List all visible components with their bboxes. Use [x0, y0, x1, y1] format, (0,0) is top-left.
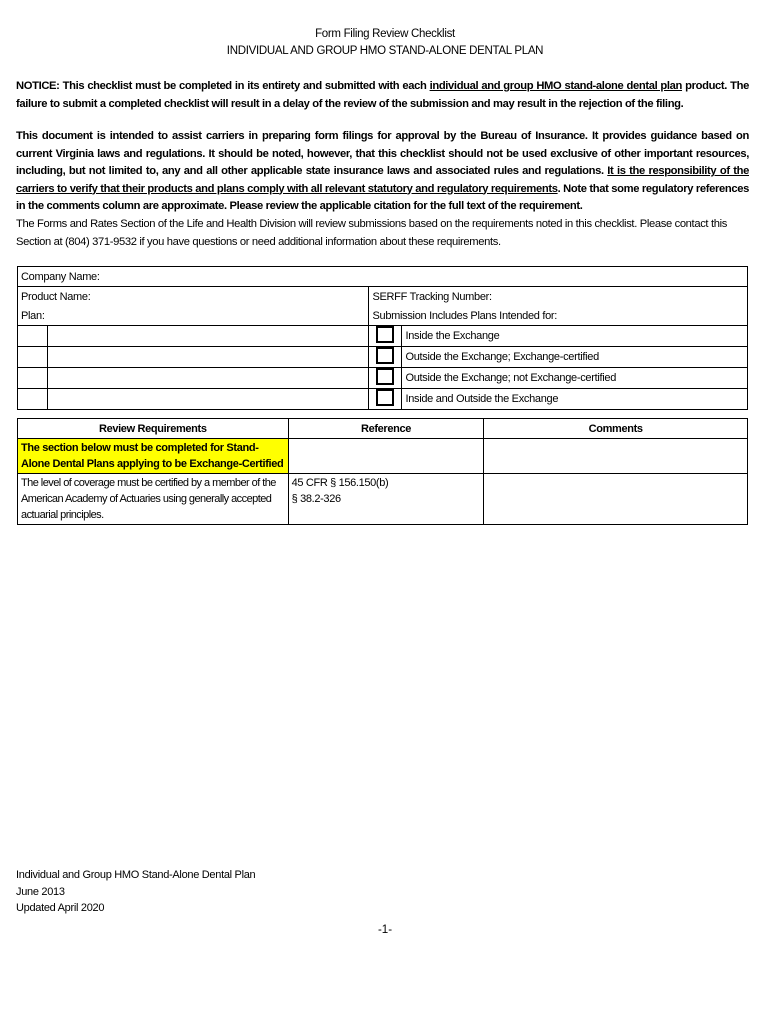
comments-header: Comments [484, 419, 748, 439]
footer-updated: Updated April 2020 [16, 902, 105, 914]
inside-outside-exchange-checkbox[interactable] [376, 389, 394, 406]
option-label: Outside the Exchange; not Exchange-certified [402, 368, 748, 389]
reference-header: Reference [288, 419, 484, 439]
serff-tracking-field[interactable]: SERFF Tracking Number: [369, 287, 748, 307]
intent-paragraph [16, 128, 749, 216]
plan-row [18, 389, 748, 410]
plan-row [18, 368, 748, 389]
plan-cell[interactable] [18, 347, 48, 368]
exchange-certified-section-note: The section below must be completed for Stand-Alone Dental Plans applying to be Exchange-Certified [18, 439, 289, 474]
plan-cell[interactable] [18, 389, 48, 410]
notice-trail: product. The failure to submit a completed checklist will result in a delay of the review of the submission and may result in the rejection of the filing. [16, 80, 749, 110]
footer-date: June 2013 [16, 885, 65, 898]
checkbox-cell[interactable] [369, 368, 402, 389]
company-info-table [17, 266, 748, 410]
plan-cell[interactable] [47, 368, 369, 389]
reference-cell [288, 474, 484, 525]
comments-cell[interactable] [484, 474, 748, 525]
review-requirements-header: Review Requirements [18, 419, 289, 439]
footer-plan-name: Individual and Group HMO Stand-Alone Dental Plan [16, 869, 256, 881]
option-label: Inside the Exchange [402, 326, 748, 347]
table-row [18, 474, 748, 525]
notice-lead: NOTICE: This checklist must be completed in its entirety and submitted with each [16, 80, 430, 92]
plan-cell[interactable] [18, 326, 48, 347]
review-requirements-table [17, 418, 748, 525]
section-reference-cell[interactable] [288, 439, 484, 474]
notice-underlined: individual and group HMO stand-alone dental plan [429, 80, 683, 92]
document-subtitle: INDIVIDUAL AND GROUP HMO STAND-ALONE DENTAL PLAN [226, 45, 544, 57]
checkbox-cell[interactable] [369, 347, 402, 368]
plan-cell[interactable] [47, 347, 369, 368]
submission-label: Submission Includes Plans Intended for: [369, 306, 748, 326]
plan-cell[interactable] [18, 368, 48, 389]
checkbox-cell[interactable] [369, 326, 402, 347]
plan-cell[interactable] [47, 389, 369, 410]
document-header [0, 26, 770, 60]
checkbox-cell[interactable] [369, 389, 402, 410]
document-footer [16, 867, 255, 917]
section-comments-cell[interactable] [484, 439, 748, 474]
requirement-text: The level of coverage must be certified by a member of the American Academy of Actuaries using generally accepted actuarial principles. [18, 474, 289, 525]
outside-exchange-not-certified-checkbox[interactable] [376, 368, 394, 385]
notice-paragraph [16, 78, 749, 113]
option-label: Outside the Exchange; Exchange-certified [402, 347, 748, 368]
company-name-field[interactable]: Company Name: [18, 267, 748, 287]
outside-exchange-certified-checkbox[interactable] [376, 347, 394, 364]
intent-trail: . Note that some regulatory references in the comments column are approximate. Please review the applicable citation for the full text of the requirement. [16, 182, 749, 212]
plan-cell[interactable] [47, 326, 369, 347]
plan-row [18, 347, 748, 368]
plan-field[interactable]: Plan: [18, 306, 369, 326]
reference-cfr: 45 CFR § 156.150(b) [291, 477, 389, 489]
inside-exchange-checkbox[interactable] [376, 326, 394, 343]
intent-lead: This document is intended to assist carriers in preparing form filings for approval by the Bureau of Insurance. It provides guidance based on current Virginia laws and regulations. It should be noted, however, that this checklist should not be used exclusive of other important resources, including, but not limited to, any and all other applicable state insurance laws and associated rules and regulations. [16, 130, 749, 177]
plan-row [18, 326, 748, 347]
intent-underlined: It is the responsibility of the carriers to verify that their products and plans comply with all relevant statutory and regulatory requirements [16, 165, 749, 195]
review-table-header [18, 419, 748, 439]
reference-code: § 38.2-326 [291, 493, 341, 505]
document-title: Form Filing Review Checklist [315, 28, 455, 40]
product-name-field[interactable]: Product Name: [18, 287, 369, 307]
forms-section-paragraph: The Forms and Rates Section of the Life and Health Division will review submissions based on the requirements noted in this checklist. Please contact this Section at (804) 371-9532 if you have questions or need additional information about these requirements. [16, 218, 727, 248]
option-label: Inside and Outside the Exchange [402, 389, 748, 410]
section-note-row [18, 439, 748, 474]
page-number: -1- [377, 924, 393, 936]
